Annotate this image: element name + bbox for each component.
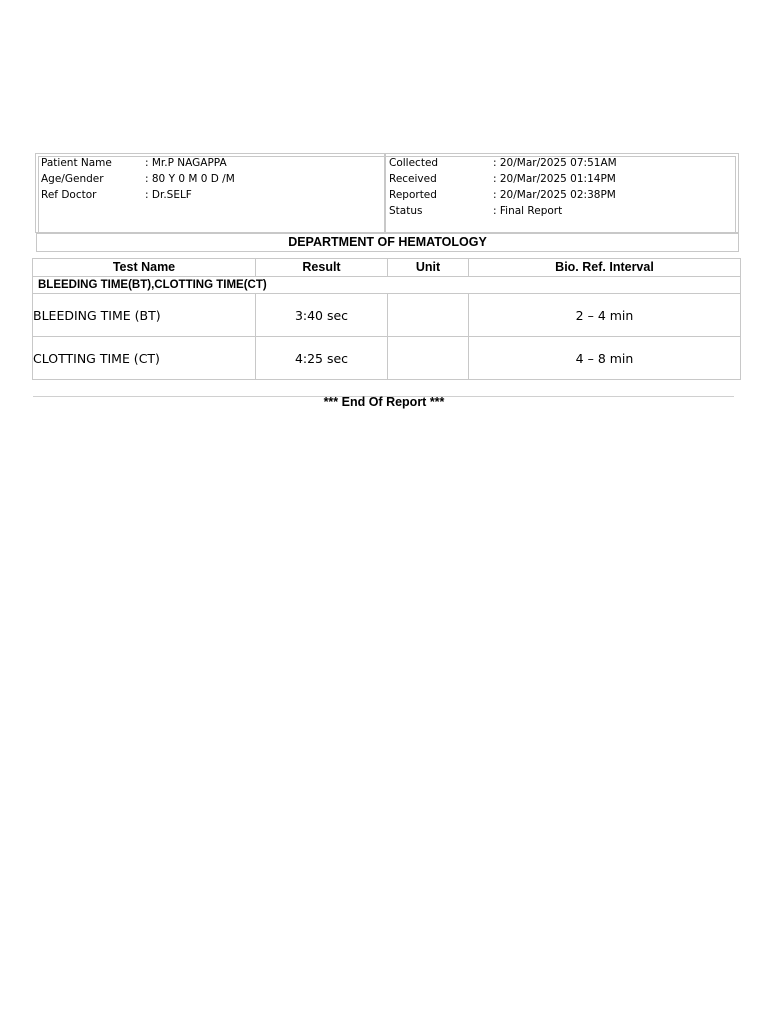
end-of-report-text: *** End Of Report *** xyxy=(323,395,445,409)
patient-name-value: : Mr.P NAGAPPA xyxy=(145,157,227,169)
group-title-row xyxy=(33,277,741,294)
table-row xyxy=(33,294,741,337)
table-header-row xyxy=(33,259,741,277)
ref-doctor-value: : Dr.SELF xyxy=(145,189,192,201)
collected-label: Collected xyxy=(389,157,439,169)
department-title: DEPARTMENT OF HEMATOLOGY xyxy=(36,233,739,252)
table-row xyxy=(33,337,741,380)
received-value: : 20/Mar/2025 01:14PM xyxy=(493,173,616,185)
reported-value: : 20/Mar/2025 02:38PM xyxy=(493,189,616,201)
age-gender-value: : 80 Y 0 M 0 D /M xyxy=(145,173,235,185)
patient-info-divider xyxy=(384,154,386,232)
test-name-cell: CLOTTING TIME (CT) xyxy=(33,337,256,380)
header-test-name: Test Name xyxy=(33,259,256,277)
test-group-title: BLEEDING TIME(BT),CLOTTING TIME(CT) xyxy=(33,277,741,294)
header-bio-ref-interval: Bio. Ref. Interval xyxy=(469,259,741,277)
patient-info-inner-border xyxy=(38,156,736,232)
received-label: Received xyxy=(389,173,437,185)
age-gender-label: Age/Gender xyxy=(41,173,104,185)
result-cell: 3:40 sec xyxy=(256,294,388,337)
unit-cell xyxy=(388,294,469,337)
unit-cell xyxy=(388,337,469,380)
ref-interval-cell: 2 – 4 min xyxy=(469,294,741,337)
header-unit: Unit xyxy=(388,259,469,277)
patient-name-label: Patient Name xyxy=(41,157,112,169)
result-cell: 4:25 sec xyxy=(256,337,388,380)
reported-label: Reported xyxy=(389,189,437,201)
patient-info-box xyxy=(35,153,739,233)
collected-value: : 20/Mar/2025 07:51AM xyxy=(493,157,617,169)
status-value: : Final Report xyxy=(493,205,563,217)
ref-doctor-label: Ref Doctor xyxy=(41,189,97,201)
header-result: Result xyxy=(256,259,388,277)
test-name-cell: BLEEDING TIME (BT) xyxy=(33,294,256,337)
status-label: Status xyxy=(389,205,423,217)
ref-interval-cell: 4 – 8 min xyxy=(469,337,741,380)
results-table xyxy=(32,258,741,380)
